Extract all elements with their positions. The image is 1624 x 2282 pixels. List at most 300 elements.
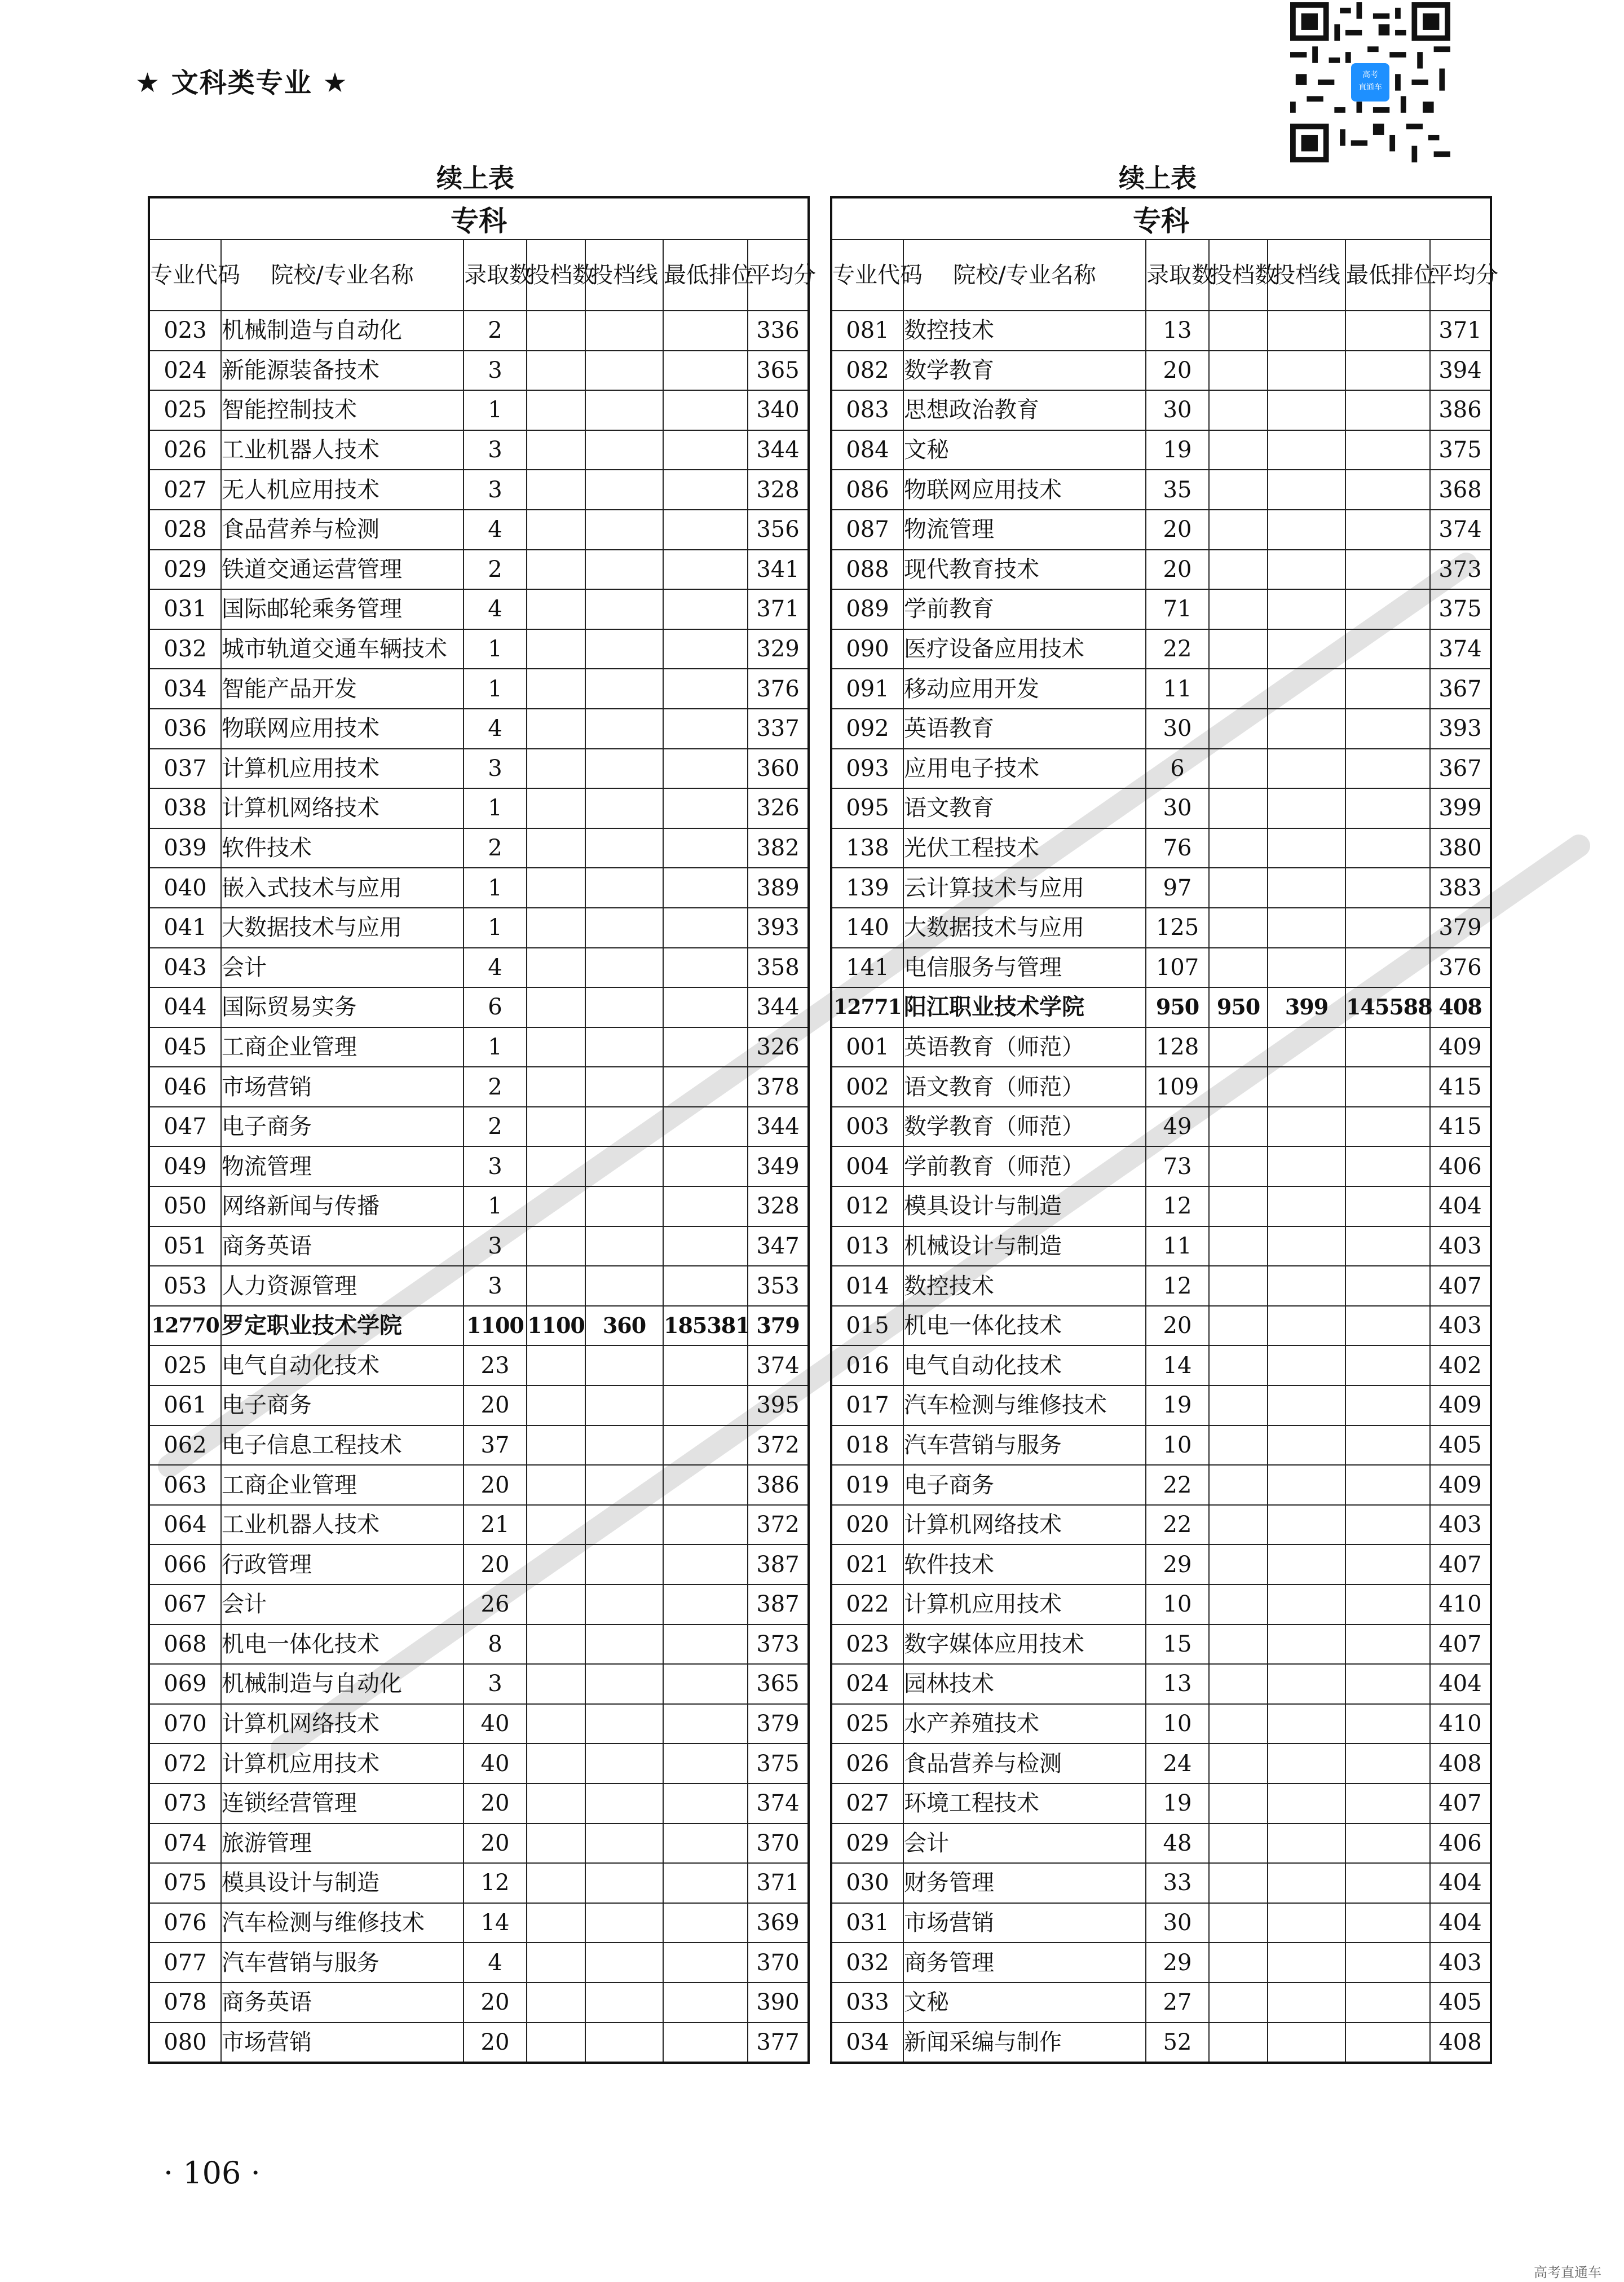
cell-rank: [663, 828, 748, 868]
cell-avg: 375: [748, 1743, 809, 1784]
cell-enrolled: 35: [1146, 470, 1209, 510]
cell-name: 连锁经营管理: [221, 1784, 464, 1824]
cell-code: 053: [149, 1266, 221, 1306]
cell-name: 机械制造与自动化: [221, 1664, 464, 1704]
cell-avg: 373: [748, 1625, 809, 1665]
cell-filed: [1209, 629, 1268, 669]
cell-enrolled: 1: [464, 629, 527, 669]
cell-rank: [663, 1784, 748, 1824]
cell-code: 025: [149, 1345, 221, 1385]
cell-filed: [1209, 1943, 1268, 1983]
cell-avg: 353: [748, 1266, 809, 1306]
cell-rank: [663, 987, 748, 1027]
cell-avg: 376: [1430, 948, 1491, 988]
column-header-code: 专业代码: [831, 240, 903, 311]
column-header-avg: 平均分: [1430, 240, 1491, 311]
cell-code: 014: [831, 1266, 903, 1306]
table-row: [149, 1824, 809, 1864]
cell-enrolled: 20: [464, 1465, 527, 1505]
cell-name: 软件技术: [221, 828, 464, 868]
table-row: [149, 589, 809, 629]
cell-line: [1268, 1903, 1345, 1943]
cell-name: 计算机网络技术: [221, 788, 464, 828]
cell-filed: [527, 709, 585, 749]
cell-enrolled: 10: [1146, 1425, 1209, 1466]
cell-line: [1268, 1306, 1345, 1346]
cell-code: 015: [831, 1306, 903, 1346]
cell-code: 095: [831, 788, 903, 828]
cell-name: 会计: [221, 948, 464, 988]
cell-line: [1268, 470, 1345, 510]
cell-line: [585, 589, 663, 629]
cell-name: 电气自动化技术: [221, 1345, 464, 1385]
cell-rank: [1345, 669, 1430, 709]
cell-avg: 341: [748, 550, 809, 590]
table-row: [149, 1784, 809, 1824]
cell-code: 029: [831, 1824, 903, 1864]
cell-avg: 383: [1430, 868, 1491, 908]
cell-name: 会计: [903, 1824, 1146, 1864]
cell-name: 市场营销: [903, 1903, 1146, 1943]
table-row: [149, 1625, 809, 1665]
cell-line: [585, 749, 663, 789]
cell-code: 002: [831, 1067, 903, 1107]
cell-line: [585, 311, 663, 351]
cell-code: 013: [831, 1226, 903, 1266]
table-row: [149, 1385, 809, 1425]
table-row: [149, 987, 809, 1027]
cell-line: [585, 788, 663, 828]
cell-name: 商务英语: [221, 1983, 464, 2023]
column-header-rank: 最低排位: [1345, 240, 1430, 311]
cell-line: [1268, 510, 1345, 550]
cell-enrolled: 30: [1146, 788, 1209, 828]
cell-line: [585, 510, 663, 550]
cell-line: [1268, 1345, 1345, 1385]
cell-line: [1268, 1824, 1345, 1864]
table-row: [831, 1107, 1491, 1147]
cell-avg: 393: [748, 908, 809, 948]
cell-filed: [527, 1067, 585, 1107]
cell-line: [585, 1067, 663, 1107]
cell-rank: [1345, 868, 1430, 908]
cell-name: 语文教育（师范）: [903, 1067, 1146, 1107]
cell-name: 计算机应用技术: [903, 1584, 1146, 1625]
cell-name: 会计: [221, 1584, 464, 1625]
table-row: [149, 1903, 809, 1943]
qr-badge: [1351, 63, 1389, 101]
cell-name: 大数据技术与应用: [221, 908, 464, 948]
cell-rank: [663, 1067, 748, 1107]
cell-code: 073: [149, 1784, 221, 1824]
table-row: [831, 351, 1491, 391]
cell-code: 068: [149, 1625, 221, 1665]
cell-code: 044: [149, 987, 221, 1027]
table-row: [149, 1107, 809, 1147]
cell-rank: [663, 1027, 748, 1067]
cell-enrolled: 3: [464, 1146, 527, 1186]
cell-rank: [663, 510, 748, 550]
cell-code: 030: [831, 1863, 903, 1903]
cell-line: [585, 1385, 663, 1425]
cell-enrolled: 3: [464, 749, 527, 789]
cell-code: 016: [831, 1345, 903, 1385]
cell-line: [585, 1704, 663, 1744]
cell-filed: [1209, 351, 1268, 391]
cell-rank: [1345, 1027, 1430, 1067]
table-row: [831, 1625, 1491, 1665]
cell-code: 032: [831, 1943, 903, 1983]
cell-code: 080: [149, 2023, 221, 2063]
cell-rank: [663, 1983, 748, 2023]
qr-badge-line1: 高考: [1362, 70, 1378, 80]
cell-avg: 389: [748, 868, 809, 908]
cell-enrolled: 22: [1146, 1505, 1209, 1545]
school-row: [831, 987, 1491, 1027]
cell-enrolled: 52: [1146, 2023, 1209, 2063]
cell-avg: 377: [748, 2023, 809, 2063]
cell-name: 食品营养与检测: [903, 1743, 1146, 1784]
cell-enrolled: 3: [464, 470, 527, 510]
cell-filed: [527, 1824, 585, 1864]
table-row: [149, 390, 809, 430]
table-row: [831, 1067, 1491, 1107]
cell-avg: 374: [748, 1784, 809, 1824]
cell-line: [585, 470, 663, 510]
cell-enrolled: 22: [1146, 629, 1209, 669]
cell-filed: [1209, 1664, 1268, 1704]
column-header-line: 投档线: [1268, 240, 1345, 311]
cell-code: 091: [831, 669, 903, 709]
cell-code: 038: [149, 788, 221, 828]
cell-name: 语文教育: [903, 788, 1146, 828]
cell-avg: 371: [748, 1863, 809, 1903]
cell-filed: [527, 2023, 585, 2063]
cell-avg: 386: [1430, 390, 1491, 430]
cell-avg: 374: [1430, 510, 1491, 550]
cell-name: 大数据技术与应用: [903, 908, 1146, 948]
cell-line: [1268, 1266, 1345, 1306]
cell-enrolled: 4: [464, 1943, 527, 1983]
cell-code: 026: [831, 1743, 903, 1784]
column-header-name: 院校/专业名称: [903, 240, 1146, 311]
cell-code: 023: [149, 311, 221, 351]
cell-code: 075: [149, 1863, 221, 1903]
cell-filed: [1209, 1824, 1268, 1864]
cell-rank: [1345, 510, 1430, 550]
cell-name: 文秘: [903, 1983, 1146, 2023]
cell-filed: [1209, 1226, 1268, 1266]
cell-code: 141: [831, 948, 903, 988]
cell-avg: 370: [748, 1943, 809, 1983]
cell-code: 087: [831, 510, 903, 550]
cell-avg: 386: [748, 1465, 809, 1505]
cell-filed: [527, 1425, 585, 1466]
cell-code: 072: [149, 1743, 221, 1784]
cell-code: 025: [149, 390, 221, 430]
cell-code: 088: [831, 550, 903, 590]
cell-avg: 409: [1430, 1465, 1491, 1505]
cell-name: 云计算技术与应用: [903, 868, 1146, 908]
cell-avg: 340: [748, 390, 809, 430]
footer-watermark-text: 高考直通车: [1534, 2265, 1601, 2280]
cell-filed: [527, 1743, 585, 1784]
cell-filed: [527, 1544, 585, 1584]
cell-filed: [1209, 908, 1268, 948]
cell-name: 医疗设备应用技术: [903, 629, 1146, 669]
cell-avg: 390: [748, 1983, 809, 2023]
cell-filed: [1209, 470, 1268, 510]
cell-filed: [527, 1704, 585, 1744]
cell-avg: 374: [748, 1345, 809, 1385]
cell-enrolled: 3: [464, 430, 527, 470]
cell-name: 工业机器人技术: [221, 430, 464, 470]
cell-line: [585, 629, 663, 669]
cell-enrolled: 2: [464, 1067, 527, 1107]
cell-line: [585, 987, 663, 1027]
table-row: [831, 510, 1491, 550]
cell-name: 机电一体化技术: [903, 1306, 1146, 1346]
cell-avg: 406: [1430, 1824, 1491, 1864]
table-row: [149, 1943, 809, 1983]
cell-rank: [663, 948, 748, 988]
cell-line: [1268, 1544, 1345, 1584]
cell-avg: 344: [748, 987, 809, 1027]
cell-rank: [1345, 1824, 1430, 1864]
table-row: [149, 2023, 809, 2063]
cell-filed: [1209, 1625, 1268, 1665]
cell-enrolled: 20: [1146, 351, 1209, 391]
school-row: [149, 1306, 809, 1346]
cell-code: 017: [831, 1385, 903, 1425]
cell-rank: [663, 1146, 748, 1186]
cell-name: 工商企业管理: [221, 1465, 464, 1505]
cell-code: 023: [831, 1625, 903, 1665]
cell-code: 043: [149, 948, 221, 988]
cell-name: 环境工程技术: [903, 1784, 1146, 1824]
cell-code: 049: [149, 1146, 221, 1186]
cell-line: [1268, 1465, 1345, 1505]
cell-rank: [663, 589, 748, 629]
cell-enrolled: 26: [464, 1584, 527, 1625]
table-row: [149, 788, 809, 828]
cell-rank: [1345, 749, 1430, 789]
cell-avg: 329: [748, 629, 809, 669]
cell-name: 工业机器人技术: [221, 1505, 464, 1545]
cell-filed: [1209, 669, 1268, 709]
cell-line: [585, 1903, 663, 1943]
cell-avg: 407: [1430, 1544, 1491, 1584]
table-row: [149, 470, 809, 510]
cell-name: 软件技术: [903, 1544, 1146, 1584]
cell-name: 城市轨道交通车辆技术: [221, 629, 464, 669]
cell-filed: [527, 430, 585, 470]
cell-code: 004: [831, 1146, 903, 1186]
cell-avg: 375: [1430, 589, 1491, 629]
cell-line: [1268, 1067, 1345, 1107]
cell-enrolled: 3: [464, 1266, 527, 1306]
cell-rank: [663, 311, 748, 351]
cell-rank: [1345, 629, 1430, 669]
cell-rank: [663, 1226, 748, 1266]
cell-avg: 404: [1430, 1186, 1491, 1226]
table-row: [831, 1943, 1491, 1983]
cell-rank: [1345, 828, 1430, 868]
cell-rank: [1345, 1266, 1430, 1306]
cell-filed: [1209, 1505, 1268, 1545]
cell-filed: [1209, 1544, 1268, 1584]
cell-code: 027: [149, 470, 221, 510]
cell-filed: [527, 1465, 585, 1505]
page-number: · 106 ·: [164, 2155, 261, 2191]
table-row: [149, 1505, 809, 1545]
cell-code: 040: [149, 868, 221, 908]
table-row: [831, 1146, 1491, 1186]
table-row: [831, 390, 1491, 430]
cell-avg: 375: [1430, 430, 1491, 470]
cell-code: 019: [831, 1465, 903, 1505]
table-row: [831, 470, 1491, 510]
cell-name: 智能控制技术: [221, 390, 464, 430]
cell-filed: [527, 669, 585, 709]
cell-enrolled: 128: [1146, 1027, 1209, 1067]
cell-rank: [663, 1385, 748, 1425]
cell-rank: [1345, 908, 1430, 948]
cell-code: 067: [149, 1584, 221, 1625]
cell-name: 思想政治教育: [903, 390, 1146, 430]
cell-filed: [1209, 1704, 1268, 1744]
cell-filed: [1209, 1425, 1268, 1466]
cell-name: 商务英语: [221, 1226, 464, 1266]
cell-enrolled: 6: [1146, 749, 1209, 789]
cell-name: 计算机应用技术: [221, 1743, 464, 1784]
cell-filed: [1209, 1584, 1268, 1625]
table-row: [149, 669, 809, 709]
cell-avg: 379: [1430, 908, 1491, 948]
cell-line: [585, 1943, 663, 1983]
table-row: [831, 1027, 1491, 1067]
cell-name: 模具设计与制造: [903, 1186, 1146, 1226]
cell-filed: [527, 868, 585, 908]
column-header-filed: 投档数: [1209, 240, 1268, 311]
cell-filed: [1209, 1983, 1268, 2023]
cell-code: 031: [149, 589, 221, 629]
cell-enrolled: 950: [1146, 987, 1209, 1027]
table-row: [149, 908, 809, 948]
cell-line: [585, 669, 663, 709]
cell-filed: [1209, 1186, 1268, 1226]
cell-line: [585, 1784, 663, 1824]
cell-avg: 405: [1430, 1983, 1491, 2023]
column-header-name: 院校/专业名称: [221, 240, 464, 311]
cell-enrolled: 2: [464, 550, 527, 590]
table-row: [831, 948, 1491, 988]
table-row: [831, 311, 1491, 351]
cell-line: [585, 1266, 663, 1306]
cell-name: 应用电子技术: [903, 749, 1146, 789]
cell-name: 国际贸易实务: [221, 987, 464, 1027]
cell-line: [585, 948, 663, 988]
cell-enrolled: 40: [464, 1704, 527, 1744]
cell-avg: 370: [748, 1824, 809, 1864]
cell-filed: [1209, 709, 1268, 749]
cell-line: [1268, 1027, 1345, 1067]
cell-avg: 408: [1430, 987, 1491, 1027]
cell-enrolled: 4: [464, 589, 527, 629]
cell-filed: [1209, 1863, 1268, 1903]
cell-filed: [527, 1226, 585, 1266]
right-table-caption: 续上表: [1119, 163, 1197, 193]
cell-filed: [1209, 1067, 1268, 1107]
cell-filed: [527, 1186, 585, 1226]
cell-line: [585, 1584, 663, 1625]
cell-name: 人力资源管理: [221, 1266, 464, 1306]
cell-rank: [1345, 430, 1430, 470]
cell-avg: 404: [1430, 1863, 1491, 1903]
cell-code: 138: [831, 828, 903, 868]
cell-name: 电信服务与管理: [903, 948, 1146, 988]
table-row: [831, 1186, 1491, 1226]
cell-rank: [663, 1824, 748, 1864]
table-row: [831, 828, 1491, 868]
cell-line: [1268, 1505, 1345, 1545]
cell-enrolled: 1: [464, 788, 527, 828]
cell-line: [585, 1146, 663, 1186]
table-row: [149, 510, 809, 550]
cell-filed: [1209, 2023, 1268, 2063]
cell-code: 027: [831, 1784, 903, 1824]
cell-line: [1268, 1943, 1345, 1983]
cell-filed: [527, 1266, 585, 1306]
cell-avg: 407: [1430, 1266, 1491, 1306]
cell-avg: 344: [748, 430, 809, 470]
table-row: [831, 1505, 1491, 1545]
cell-code: 018: [831, 1425, 903, 1466]
table-row: [831, 1664, 1491, 1704]
cell-code: 062: [149, 1425, 221, 1466]
cell-enrolled: 20: [1146, 1306, 1209, 1346]
cell-enrolled: 19: [1146, 430, 1209, 470]
cell-rank: [1345, 1385, 1430, 1425]
cell-filed: [527, 1505, 585, 1545]
cell-name: 铁道交通运营管理: [221, 550, 464, 590]
cell-rank: [1345, 709, 1430, 749]
cell-rank: [663, 1345, 748, 1385]
cell-enrolled: 20: [464, 1385, 527, 1425]
cell-code: 061: [149, 1385, 221, 1425]
cell-code: 034: [149, 669, 221, 709]
cell-filed: [1209, 749, 1268, 789]
table-section-title: 专科: [149, 197, 809, 240]
cell-avg: 415: [1430, 1107, 1491, 1147]
cell-name: 无人机应用技术: [221, 470, 464, 510]
cell-avg: 403: [1430, 1505, 1491, 1545]
cell-enrolled: 12: [1146, 1186, 1209, 1226]
cell-enrolled: 23: [464, 1345, 527, 1385]
cell-filed: [527, 1107, 585, 1147]
table-row: [831, 2023, 1491, 2063]
cell-filed: [527, 1903, 585, 1943]
cell-filed: [527, 351, 585, 391]
cell-code: 001: [831, 1027, 903, 1067]
cell-name: 计算机网络技术: [903, 1505, 1146, 1545]
cell-name: 数控技术: [903, 311, 1146, 351]
cell-code: 050: [149, 1186, 221, 1226]
cell-enrolled: 97: [1146, 868, 1209, 908]
cell-line: [1268, 868, 1345, 908]
table-row: [149, 629, 809, 669]
cell-name: 机电一体化技术: [221, 1625, 464, 1665]
